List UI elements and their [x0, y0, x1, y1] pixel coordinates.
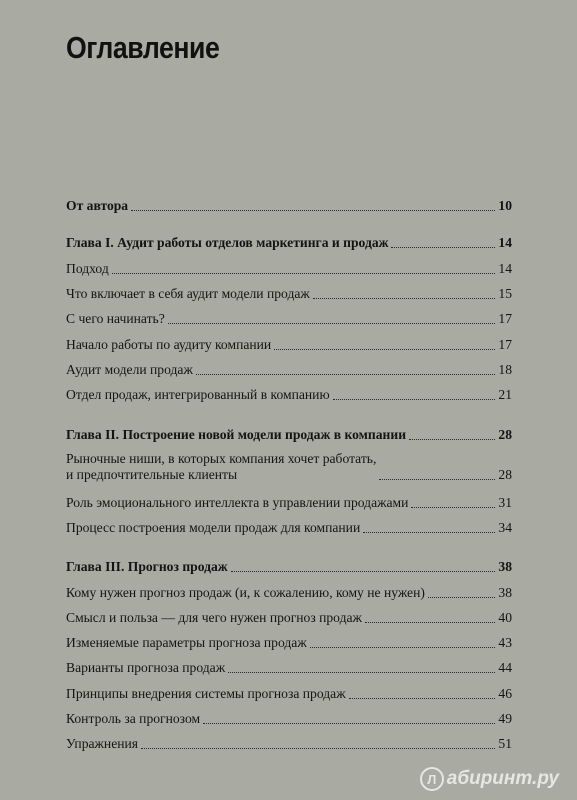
leader-dots — [231, 561, 495, 572]
toc-entry — [66, 736, 512, 752]
toc-label: Варианты прогноза продаж — [66, 660, 226, 675]
toc-page-number: 21 — [498, 387, 512, 402]
leader-dots — [168, 313, 495, 324]
leader-dots — [274, 339, 495, 350]
toc-page-number: 34 — [498, 520, 512, 535]
toc-entry — [66, 711, 512, 727]
toc-label — [66, 451, 376, 483]
leader-dots — [112, 263, 495, 274]
leader-dots — [411, 497, 495, 508]
toc-entry — [66, 387, 512, 403]
toc-label: Что включает в себя аудит модели продаж — [66, 286, 310, 301]
toc-entry — [66, 495, 512, 511]
toc-page-number: 17 — [498, 311, 512, 326]
toc-entry — [66, 520, 512, 536]
toc-entry — [66, 635, 512, 651]
leader-dots — [428, 587, 495, 598]
toc-page-number: 38 — [498, 585, 512, 600]
toc-label: Глава I. Аудит работы отделов маркетинга и продаж — [66, 235, 389, 250]
leader-dots — [203, 713, 495, 724]
toc-page-number: 44 — [498, 660, 512, 675]
toc-label: Изменяемые параметры прогноза продаж — [66, 635, 307, 650]
leader-dots — [365, 612, 495, 623]
leader-dots — [333, 389, 495, 400]
toc-page-number: 51 — [498, 736, 512, 751]
leader-dots — [141, 738, 495, 749]
watermark — [420, 767, 559, 791]
leader-dots — [363, 522, 495, 533]
labirint-logo-icon: Л — [420, 767, 444, 791]
leader-dots — [131, 200, 495, 211]
leader-dots — [196, 364, 495, 375]
page-title: Оглавление — [66, 30, 220, 65]
toc-label: Процесс построения модели продаж для компании — [66, 520, 361, 535]
toc-label-line: Рыночные ниши, в которых компания хочет работать, — [66, 451, 377, 466]
toc-entry — [66, 362, 512, 378]
toc-page-number: 10 — [498, 198, 512, 213]
toc-label: Подход — [66, 261, 109, 276]
toc-entry-chapter-1 — [66, 235, 512, 251]
toc-label: Контроль за прогнозом — [66, 711, 201, 726]
toc-label: Кому нужен прогноз продаж (и, к сожалению, кому не нужен) — [66, 585, 425, 600]
leader-dots — [349, 688, 495, 699]
watermark-text: абиринт.ру — [446, 768, 559, 789]
toc-label: Аудит модели продаж — [66, 362, 193, 377]
toc-page-number: 49 — [498, 711, 512, 726]
toc-entry-multiline — [66, 451, 512, 483]
toc-page-number: 14 — [498, 235, 512, 250]
toc-page-number: 17 — [498, 337, 512, 352]
toc-entry — [66, 610, 512, 626]
toc-entry — [66, 337, 512, 353]
toc-entry — [66, 286, 512, 302]
leader-dots — [310, 637, 495, 648]
toc-label: Упражнения — [66, 736, 139, 751]
toc-page-number: 43 — [498, 635, 512, 650]
toc-page-number: 31 — [498, 495, 512, 510]
toc-label: Смысл и польза — для чего нужен прогноз продаж — [66, 610, 362, 625]
toc-page-number: 28 — [498, 467, 512, 482]
toc-entry — [66, 686, 512, 702]
toc-page-number: 40 — [498, 610, 512, 625]
toc-entry-chapter-2 — [66, 427, 512, 443]
toc-page-number: 46 — [498, 686, 512, 701]
toc-page-number: 38 — [498, 559, 512, 574]
toc-entry-author — [66, 198, 512, 214]
toc-label: Роль эмоционального интеллекта в управлении продажами — [66, 495, 409, 510]
toc-label-line: и предпочтительные клиенты — [66, 467, 238, 482]
toc-entry-chapter-3 — [66, 559, 512, 575]
leader-dots — [391, 237, 495, 248]
leader-dots — [228, 662, 495, 673]
leader-dots — [409, 429, 495, 440]
toc-label: Глава II. Построение новой модели продаж в компании — [66, 427, 407, 442]
toc-page-number: 15 — [498, 286, 512, 301]
toc-entry — [66, 261, 512, 277]
toc-label: Начало работы по аудиту компании — [66, 337, 272, 352]
toc-label: От автора — [66, 198, 129, 213]
toc-page-number: 28 — [498, 427, 512, 442]
leader-dots — [379, 469, 495, 480]
toc-entry — [66, 311, 512, 327]
toc-entry — [66, 660, 512, 676]
toc-label: Отдел продаж, интегрированный в компанию — [66, 387, 330, 402]
toc-label: Глава III. Прогноз продаж — [66, 559, 228, 574]
toc-label: Принципы внедрения системы прогноза продаж — [66, 686, 346, 701]
toc-label: С чего начинать? — [66, 311, 165, 326]
toc-page-number: 14 — [498, 261, 512, 276]
leader-dots — [313, 288, 495, 299]
toc-entry — [66, 585, 512, 601]
toc-page-number: 18 — [498, 362, 512, 377]
